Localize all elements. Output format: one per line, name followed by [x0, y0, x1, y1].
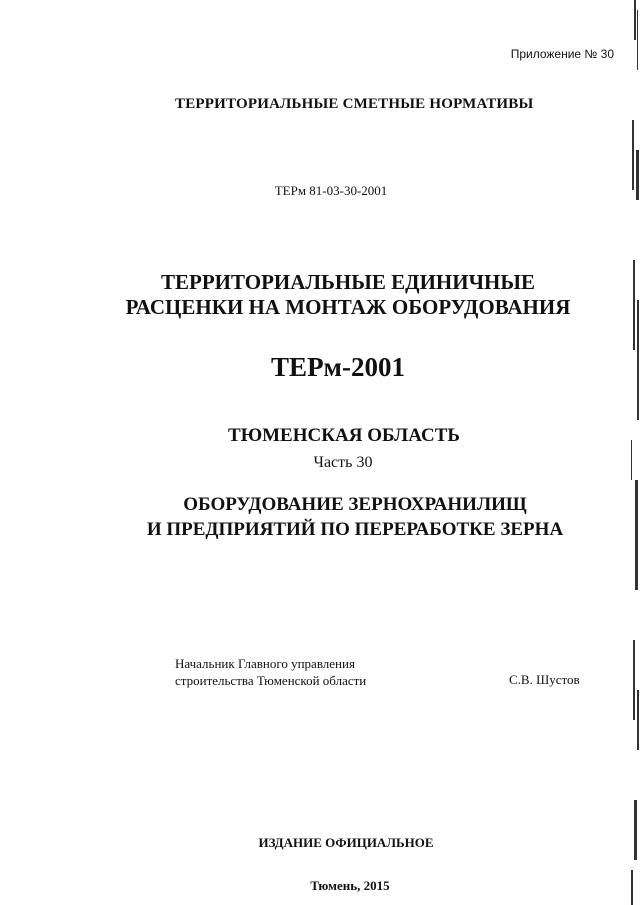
- part-number: Часть 30: [313, 454, 373, 471]
- scan-edge-noise: [626, 0, 640, 905]
- subtitle: [0, 492, 640, 542]
- main-title-line-1: ТЕРРИТОРИАЛЬНЫЕ ЕДИНИЧНЫЕ: [161, 270, 535, 294]
- document-header: ТЕРРИТОРИАЛЬНЫЕ СМЕТНЫЕ НОРМАТИВЫ: [175, 96, 534, 112]
- main-title: [0, 270, 640, 320]
- document-code: ТЕРм 81-03-30-2001: [274, 183, 388, 198]
- region-name: ТЮМЕНСКАЯ ОБЛАСТЬ: [228, 425, 460, 446]
- signatory-name: С.В. Шустов: [509, 672, 580, 687]
- appendix-label: Приложение № 30: [510, 47, 614, 61]
- signatory-position-line-2: строительства Тюменской области: [175, 673, 367, 688]
- subtitle-line-2: И ПРЕДПРИЯТИЙ ПО ПЕРЕРАБОТКЕ ЗЕРНА: [146, 519, 564, 540]
- city-year: Тюмень, 2015: [310, 878, 390, 893]
- subtitle-line-1: ОБОРУДОВАНИЕ ЗЕРНОХРАНИЛИЩ: [183, 494, 527, 515]
- signatory-position: [175, 655, 366, 689]
- main-title-line-2: РАСЦЕНКИ НА МОНТАЖ ОБОРУДОВАНИЯ: [125, 295, 571, 319]
- edition-label: ИЗДАНИЕ ОФИЦИАЛЬНОЕ: [258, 835, 434, 850]
- term-code: ТЕРм-2001: [271, 352, 405, 382]
- signatory-position-line-1: Начальник Главного управления: [175, 656, 355, 671]
